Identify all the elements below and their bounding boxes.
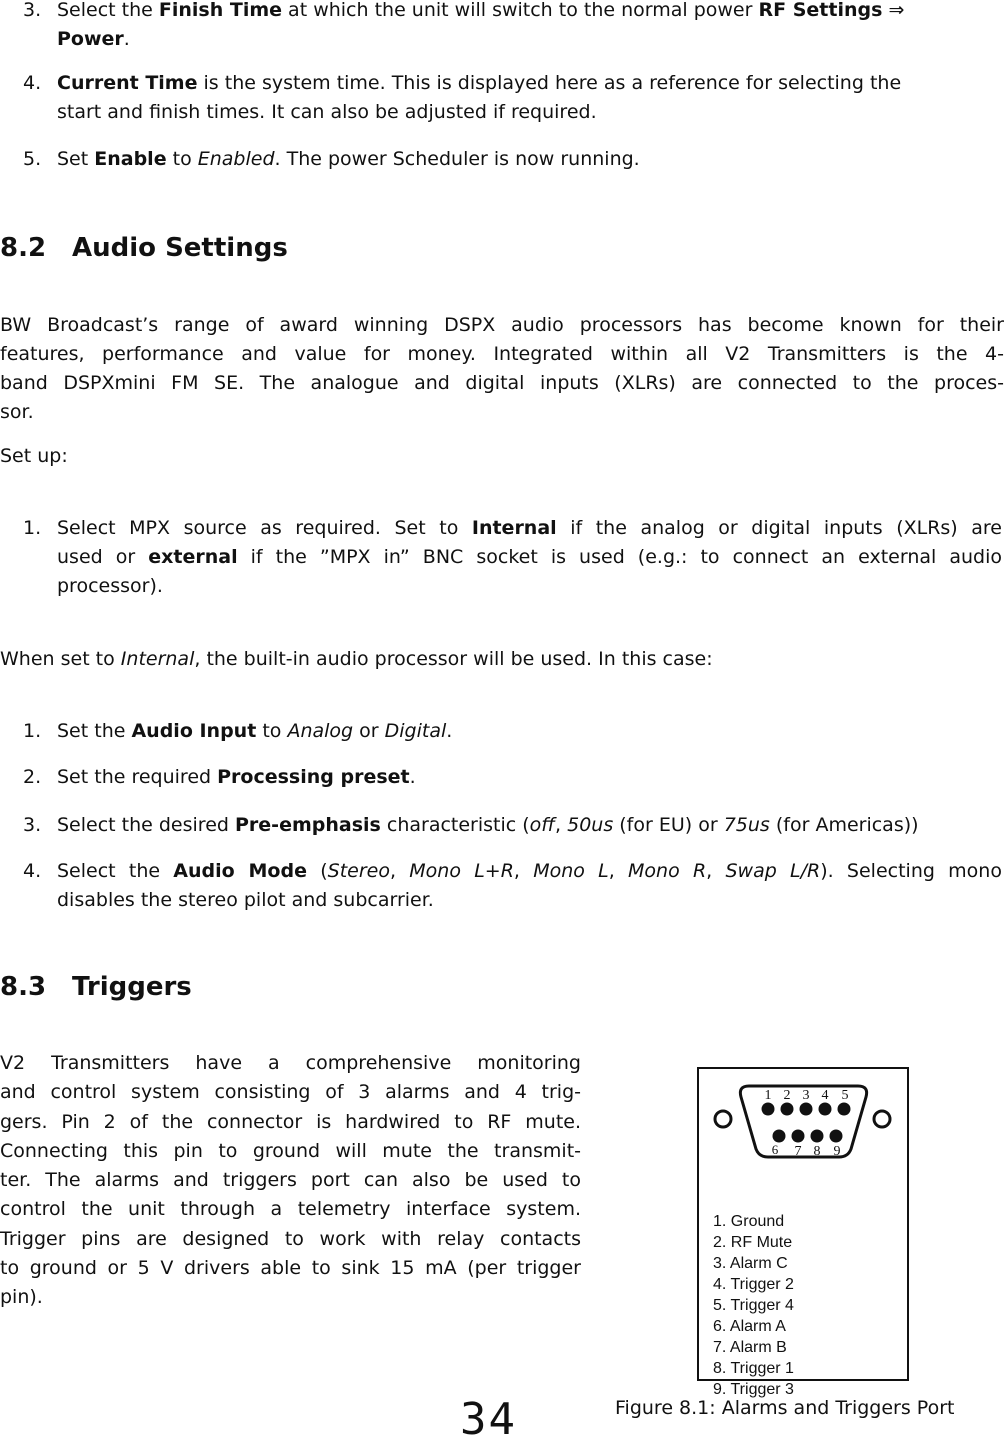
mounting-hole-left [715, 1111, 731, 1127]
list-item: 3. Select the desired Pre-emphasis characteristic (off, 50us (for EU) or 75us (for Americas)) [23, 814, 919, 836]
pin-2-icon [781, 1103, 794, 1116]
pin-1-icon [762, 1103, 775, 1116]
pin-9-icon [830, 1130, 843, 1143]
pin-list-item: 3. Alarm C [713, 1255, 788, 1272]
pin-list-item: 9. Trigger 3 [713, 1381, 794, 1398]
pin-list-item: 8. Trigger 1 [713, 1360, 794, 1377]
pin-list-item: 6. Alarm A [713, 1318, 786, 1335]
list-item: 3. Select the Finish Time at which the unit will switch to the normal power RF Settings ⇒ Power. [23, 0, 905, 50]
list-item: 4. Select the Audio Mode (Stereo, Mono L+R, Mono L, Mono R, Swap L/R). Selecting mono disables the stereo pilot and subcarrier. [23, 860, 1002, 911]
pin-label: 6 [771, 1142, 779, 1157]
list-item: 5. Set Enable to Enabled. The power Scheduler is now running. [23, 148, 640, 170]
connector-figure [697, 1067, 909, 1398]
pin-label: 9 [833, 1144, 841, 1159]
triggers-paragraph: V2 Transmitters have a comprehensive monitoring and control system consisting of 3 alarms and 4 trig- gers. Pin 2 of the connector is hardwired to RF mute. Connecting this pin to ground will mute the transmit- ter. The alarms and triggers port can also be used to control the unit through a telemetry interface system. Trigger pins are designed to work with relay contacts to ground or 5 V drivers able to sink 15 mA (per trigger pin). [0, 1052, 581, 1309]
pin-8-icon [811, 1130, 824, 1143]
pin-label: 7 [794, 1144, 802, 1159]
pin-4-icon [819, 1103, 832, 1116]
pin-label: 3 [802, 1088, 810, 1103]
internal-paragraph: When set to Internal, the built-in audio processor will be used. In this case: [0, 648, 713, 670]
pin-label: 5 [841, 1088, 849, 1103]
mounting-hole-right [874, 1111, 890, 1127]
pin-list [713, 1211, 794, 1400]
pin-6-icon [773, 1130, 786, 1143]
pin-list-item: 1. Ground [713, 1213, 785, 1230]
pin-list-item: 4. Trigger 2 [713, 1276, 794, 1293]
pin-3-icon [800, 1103, 813, 1116]
list-item: 4. Current Time is the system time. This is displayed here as a reference for selecting the start and finish times. It can also be adjusted if required. [23, 72, 902, 123]
pin-label: 4 [821, 1088, 829, 1103]
setup-label: Set up: [0, 445, 68, 467]
section-heading-triggers: 8.3 Triggers [0, 972, 192, 1002]
audio-paragraph: BW Broadcast’s range of award winning DSPX audio processors has become known for their features, performance and value for money. Integrated within all V2 Transmitters is the 4- band DSPXmini FM SE. The analogue and digital inputs (XLRs) are connected to the proces- sor. [0, 314, 1004, 423]
pin-list-item: 2. RF Mute [713, 1234, 793, 1251]
pin-list-item: 7. Alarm B [713, 1339, 787, 1356]
pin-7-icon [792, 1130, 805, 1143]
pin-label: 1 [764, 1088, 772, 1103]
list-item: 1. Set the Audio Input to Analog or Digital. [23, 720, 453, 742]
list-item: 1. Select MPX source as required. Set to Internal if the analog or digital inputs (XLRs) are used or external if the ”MPX in” BNC socket is used (e.g.: to connect an external audio processor). [23, 517, 1003, 597]
list-item: 2. Set the required Processing preset. [23, 766, 416, 788]
pin-list-item: 5. Trigger 4 [713, 1297, 794, 1314]
figure-caption: Figure 8.1: Alarms and Triggers Port [615, 1397, 955, 1419]
section-heading-audio-settings: 8.2 Audio Settings [0, 233, 288, 263]
pin-label: 8 [813, 1144, 821, 1159]
pin-label: 2 [783, 1088, 791, 1103]
db9-connector-icon [699, 1069, 907, 1209]
pin-5-icon [838, 1103, 851, 1116]
page-number: 34 [460, 1394, 517, 1445]
